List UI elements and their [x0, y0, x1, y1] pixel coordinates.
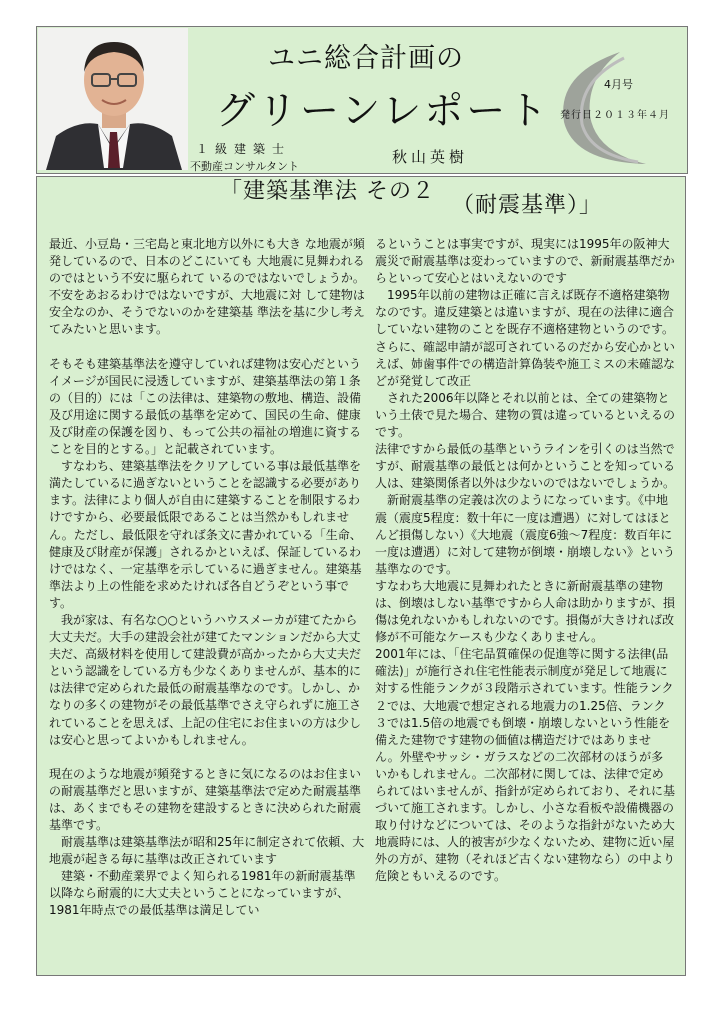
paragraph: 法律ですから最低の基準というラインを引くのは当然ですが、耐震基準の最低とは何かということを知っている人は、建築関係者以外は少ないのではないでしょうか。 [375, 442, 676, 491]
newsletter-title: グリーンレポート [216, 89, 551, 134]
paragraph-spacer [49, 339, 365, 356]
article-headline-sub: （耐震基準）」 [452, 193, 603, 218]
paragraph: 最近、小豆島・三宅島と東北地方以外にも大き な地震が頻発しているので、日本のどこにいても 大地震に見舞われるのではという不安に駆られて いるのではないでしょうか。 [49, 237, 365, 286]
paragraph: すなわち、建築基準法をクリアしている事は最低基準を満たしているに過ぎないということを認識する必要があります。法律により個人が自由に建築することを制限するわけですから、必要最低限であることは当然かもしれません。ただし、最低限を守れば条文に書かれている「生命、健康及び財産が保護」されるかといえば、保証しているわけではなく、一定基準を示しているに過ぎません。建築基準法より上の性能を求めたければ各自どうぞという事です。 [49, 459, 362, 610]
paragraph: そもそも建築基準法を遵守していれば建物は安心だというイメージが国民に浸透していますが、建築基準法の第１条の（目的）には「この法律は、建築物の敷地、構造、設備及び用途に関する最低の基準を定めて、国民の生命、健康及び財産の保護を図り、もって公共の福祉の増進に資することを目的とする。」と記載されています。 [49, 356, 362, 457]
paragraph: 耐震基準は建築基準法が昭和25年に制定されて依頼、大地震が起きる毎に基準は改正されています [49, 835, 365, 867]
author-profession: 不動産コンサルタント [190, 160, 300, 173]
right-column [375, 236, 675, 886]
paragraph: 2001年には、「住宅品質確保の促進等に関する法律(品確法)」が施行され住宅性能表示制度が発足して地震に対する性能ランクが３段階示されています。性能ランク２では、大地震で想定される地震力の1.25倍、ランク３では1.5倍の地震でも倒壊・崩壊しないという性能を備えた建物です建物の価値は構造だけではありません。外壁やサッシ・ガラスなどの二次部材のほうが多いかもしれません。二次部材に関しては、法律で定められてはいませんが、指針が定められており、それに基づいて施工されます。しかし、小さな看板や設備機器の取り付けなどについては、そのような指針がないため大地震時には、人的被害が少なくないため、建物に近い屋外の方が、建物（それほど古くない建物なら）の中より危険ともいえるのです。 [375, 647, 676, 884]
author-name: 秋山英樹 [392, 148, 469, 166]
paragraph: すなわち大地震に見舞われたときに新耐震基準の建物は、倒壊はしない基準ですから人命は助かりますが、損傷は免れないかもしれないのです。損傷が大きければ改修が不可能なケースも少なくありません。 [375, 578, 676, 645]
author-qualification: １級建築士 [196, 142, 292, 156]
paragraph: された2006年以降とそれ以前とは、全ての建築物という土俵で見た場合、建物の質は違っているといえるのです。 [375, 390, 676, 440]
left-column [49, 236, 365, 920]
paragraph: 建築・不動産業界でよく知られる1981年の新耐震基準以降なら耐震的に大丈夫ということになっていますが、1981年時点での最低基準は満足してい [49, 869, 356, 918]
article-headline: 「建築基準法 その２ [220, 179, 435, 204]
paragraph: 現在のような地震が頻発するときに気になるのはお住まいの耐震基準だと思いますが、建築基準法で定めた耐震基準は、あくまでもその建物を建設するときに決められた耐震基準です。 [49, 766, 362, 832]
publisher-name: ユニ総合計画の [268, 43, 464, 74]
issue-date: 発行日２０１３年４月 [560, 110, 670, 121]
author-photo [38, 28, 188, 170]
paragraph-spacer [49, 749, 365, 766]
paragraph: 我が家は、有名な○○というハウスメーカが建てたから大丈夫だ。大手の建設会社が建てたマンションだから大丈夫だ、高級材料を使用して建設費が高かったから大丈夫だという認識をしている方も少なくありませんが、基本的には法律で定められた最低の耐震基準なのです。しかし、かなりの多くの建物がその最低基準でさえ守られずに施工されていることを思えば、上記の住宅にお住まいの方は少しは安心と思ってよいかもしれません。 [49, 612, 362, 747]
paragraph: るということは事実ですが、現実には1995年の阪神大震災で耐震基準は変わっていますので、新耐震基準だからといって安心とはいえないのです [375, 237, 675, 286]
paragraph: 新耐震基準の定義は次のようになっています。《中地震（震度5程度：数十年に一度は遭遇）に対してはほとんど損傷しない）《大地震（震度6強〜7程度：数百年に一度は遭遇）に対して建物が倒壊・崩壊しない》という基準なのです。 [375, 493, 676, 576]
paragraph: 不安をあおるわけではないですが、大地震に対 して建物は安全なのか、そうでないのかを建築基 準法を基に少し考えてみたいと思います。 [49, 288, 365, 337]
issue-month: 4月号 [604, 78, 633, 91]
paragraph: 1995年以前の建物は正確に言えば既存不適格建築物なのです。違反建築とは違いますが、現在の法律に適合していない建物のことを既存不適格建物というのです。さらに、確認申請が認可されているのだから安心かといえば、姉歯事件での構造計算偽装や施工ミスの未確認などが発覚して改正 [375, 288, 676, 388]
author-portrait [38, 28, 188, 170]
